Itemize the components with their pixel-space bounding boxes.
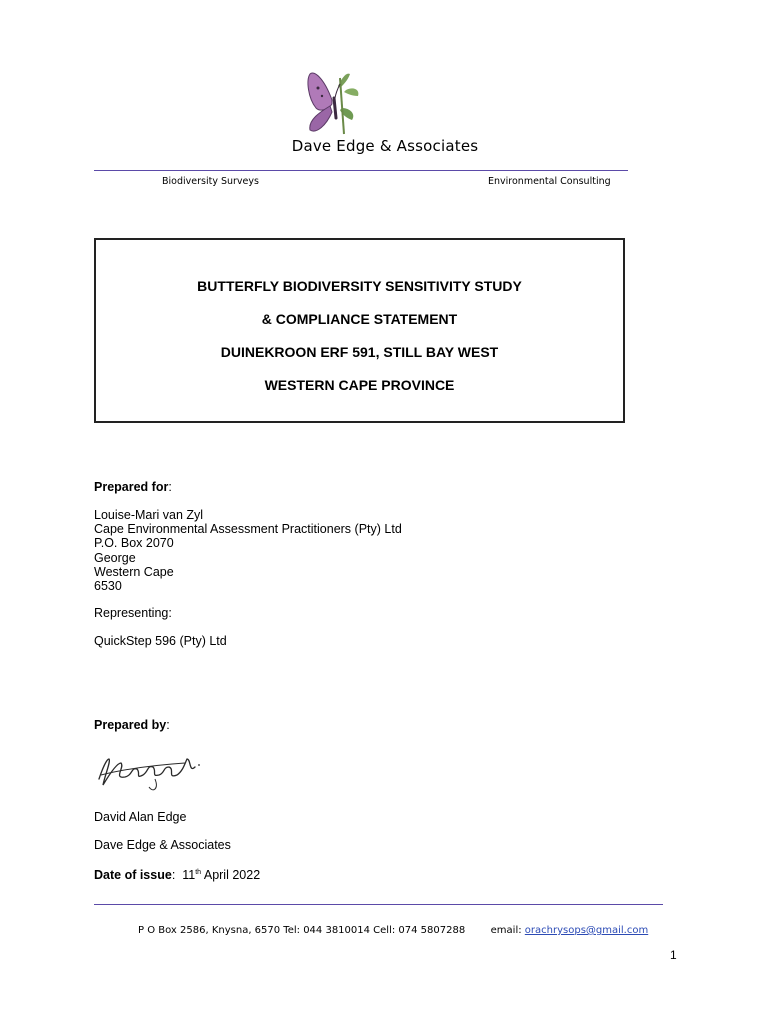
prepared-by-label: Prepared by [94, 718, 167, 732]
title-line-4: WESTERN CAPE PROVINCE [264, 377, 455, 393]
tagline-left: Biodiversity Surveys [162, 176, 259, 187]
date-of-issue: Date of issue: 11th April 2022 [94, 868, 261, 883]
address-line: Cape Environmental Assessment Practitioners (Pty) Ltd [94, 522, 402, 537]
email-link[interactable]: orachrysops@gmail.com [524, 925, 649, 936]
preparer-company: Dave Edge & Associates [94, 838, 231, 852]
title-line-3: DUINEKROON ERF 591, STILL BAY WEST [220, 344, 499, 360]
page-number: 1 [670, 948, 677, 962]
date-label: Date of issue [94, 868, 172, 883]
prepared-for-address [94, 508, 402, 593]
butterfly-logo-icon [298, 68, 370, 138]
tagline-right: Environmental Consulting [488, 176, 611, 187]
representing-label: Representing: [94, 606, 172, 620]
date-day: 11 [182, 868, 196, 883]
company-name: Dave Edge & Associates [291, 137, 479, 155]
address-line: Western Cape [94, 564, 174, 579]
email-label: email: [490, 925, 522, 936]
title-line-1: BUTTERFLY BIODIVERSITY SENSITIVITY STUDY [197, 278, 522, 294]
footer-contact [138, 925, 648, 936]
prepared-by-heading: Prepared by: [94, 718, 170, 732]
address-line: P.O. Box 2070 [94, 536, 174, 551]
signature-image [95, 745, 205, 795]
date-suffix: th [195, 869, 202, 876]
prepared-for-label: Prepared for [94, 480, 169, 494]
header-divider [94, 170, 628, 171]
title-box [94, 238, 625, 423]
address-line: 6530 [94, 579, 122, 594]
address-line: Louise-Mari van Zyl [94, 508, 204, 522]
title-line-2: & COMPLIANCE STATEMENT [261, 311, 458, 327]
representing-value: QuickStep 596 (Pty) Ltd [94, 634, 227, 648]
preparer-name: David Alan Edge [94, 810, 187, 824]
prepared-for-heading: Prepared for: [94, 480, 172, 494]
footer-address: P O Box 2586, Knysna, 6570 Tel: 044 3810014 Cell: 074 5807288 [138, 925, 466, 936]
footer-divider [94, 904, 663, 905]
address-line: George [94, 550, 136, 565]
date-rest: April 2022 [203, 868, 261, 883]
